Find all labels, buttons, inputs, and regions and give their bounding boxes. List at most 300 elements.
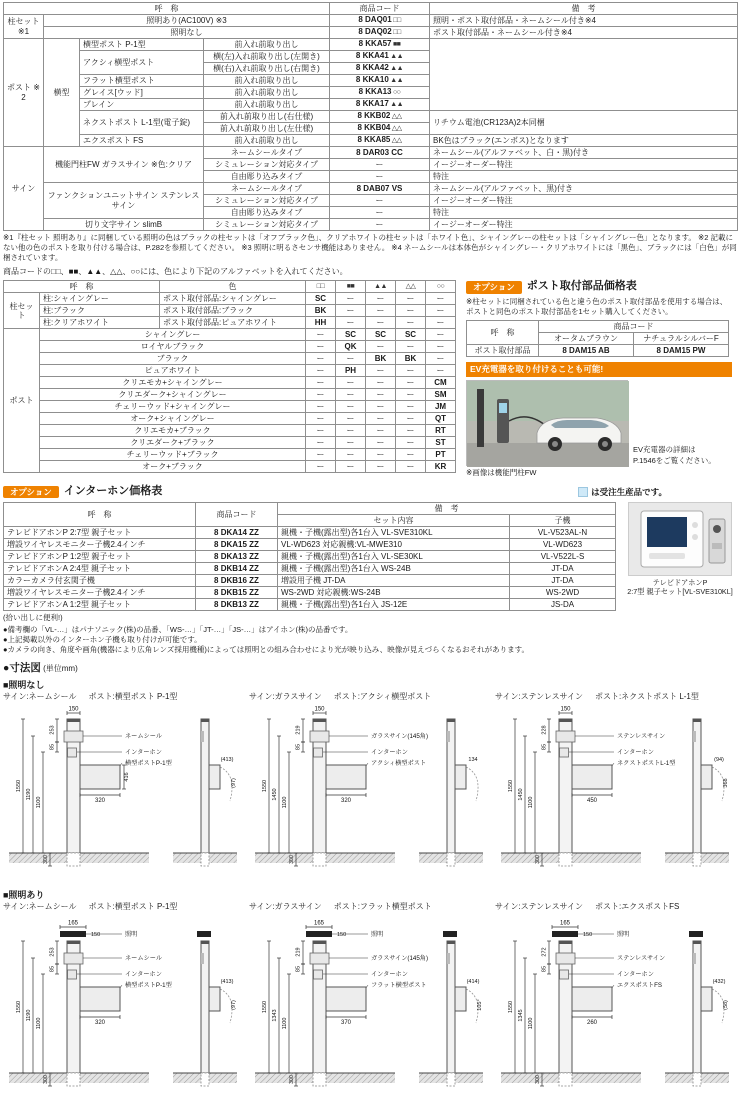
diagram-title [249, 902, 489, 912]
iph-name-cell: テレビドアホンA 1:2型 親子セット [4, 598, 196, 610]
color-code-value: QT [426, 413, 456, 425]
iph-name-cell: テレビドアホンP 1:2型 親子セット [4, 550, 196, 562]
product-type-cell: ネームシールタイプ [204, 183, 330, 195]
svg-text:1450: 1450 [518, 788, 524, 801]
iph-name-cell: 増設ワイヤレスモニター子機2.4インチ [4, 538, 196, 550]
product-type-cell: 自由彫り込みタイプ [204, 171, 330, 183]
color-name-cell: チェリーウッド+シャイングレー [40, 401, 306, 413]
color-code-value: ー [306, 401, 336, 413]
product-code-cell: 8 DKA15 ZZ [196, 538, 278, 550]
svg-text:ネクストポストL-1型: ネクストポストL-1型 [617, 759, 676, 767]
product-name-cell: 照明あり(AC100V) ※3 [44, 15, 330, 27]
color-name-cell: クリエモカ+シャイングレー [40, 377, 306, 389]
product-code-cell: 8 KKA13 ○○ [330, 87, 430, 99]
svg-text:85: 85 [49, 743, 56, 750]
color-header-symbol: □□ [306, 281, 336, 293]
color-code-value: QK [336, 341, 366, 353]
svg-text:ネームシール: ネームシール [125, 955, 163, 962]
mount-parts-title: ポスト取付部品価格表 [526, 280, 637, 293]
product-code-cell: 8 DAQ01 □□ [330, 15, 430, 27]
svg-text:1190: 1190 [26, 1009, 32, 1022]
iph-sub-cell: JT-DA [510, 574, 616, 586]
svg-text:(58): (58) [723, 1000, 729, 1010]
diagram-title [3, 692, 243, 702]
svg-text:1550: 1550 [508, 1000, 514, 1014]
product-name-cell: ネクストポスト L-1型(電子錠) [80, 111, 204, 135]
color-code-value: ー [306, 353, 336, 365]
iph-set-cell: 親機・子機(露出型)各1台入 WS-24B [278, 562, 510, 574]
color-header-color: 色 [160, 281, 306, 293]
svg-text:300: 300 [43, 1075, 49, 1084]
product-code-cell: 8 DAR03 CC [330, 147, 430, 159]
color-name-cell: ポスト取付部品:ピュアホワイト [160, 317, 306, 329]
svg-text:320: 320 [340, 797, 352, 804]
product-type-cell: 前入れ前取り出し(左仕様) [204, 123, 330, 135]
color-code-value: ー [396, 365, 426, 377]
color-name-cell: 柱:ブラック [40, 305, 160, 317]
dimensions-heading [3, 662, 737, 675]
product-type-cell: 前入れ前取り出し [204, 87, 330, 99]
diagram-title [495, 692, 735, 702]
group-label: 柱セット ※1 [4, 15, 44, 39]
gate-pillar-shape [477, 389, 484, 447]
iph-set-cell: 増設用子機 JT-DA [278, 574, 510, 586]
ev-caption-line2: P.1546をご覧ください。 [633, 455, 716, 465]
svg-text:フラット横型ポスト: フラット横型ポスト [371, 982, 427, 989]
svg-text:(97): (97) [231, 1000, 237, 1010]
svg-text:横型ポストP-1型: 横型ポストP-1型 [125, 759, 172, 767]
doorphone-photo [628, 502, 732, 576]
svg-text:エクスポストFS: エクスポストFS [617, 982, 662, 989]
color-name-cell: クリエダーク+ブラック [40, 437, 306, 449]
product-code-cell: 8 DAQ02 □□ [330, 27, 430, 39]
product-type-cell: 前入れ前取り出し [204, 135, 330, 147]
color-code-value: ー [396, 461, 426, 473]
color-code-value: ST [426, 437, 456, 449]
svg-text:インターホン: インターホン [125, 971, 162, 978]
color-code-value: ー [336, 425, 366, 437]
svg-text:253: 253 [49, 947, 56, 957]
svg-text:照明: 照明 [371, 931, 384, 938]
group-label: ポスト ※2 [4, 39, 44, 147]
product-type-cell: 自由彫り込みタイプ [204, 207, 330, 219]
product-code-cell: 8 KKA17 ▲▲ [330, 99, 430, 111]
svg-text:416: 416 [124, 772, 130, 782]
color-name-cell: 柱:クリアホワイト [40, 317, 160, 329]
color-code-value: ー [366, 449, 396, 461]
color-code-value: ー [396, 317, 426, 329]
iph-set-cell: 親機・子機(露出型)各1台入 VL-SVE310KL [278, 526, 510, 538]
ev-caption-line1: EV充電器の詳細は [633, 445, 696, 454]
group-label: 柱セット [4, 293, 40, 329]
diagram-row-with-light [3, 902, 737, 1106]
mount-color-2: ナチュラルシルバーF [634, 333, 729, 345]
svg-text:1100: 1100 [36, 796, 42, 809]
svg-text:(94): (94) [714, 756, 724, 763]
svg-text:1550: 1550 [262, 779, 268, 792]
ev-photo [466, 380, 628, 466]
color-code-value: SC [336, 329, 366, 341]
monitor-screen-shape [647, 517, 687, 547]
ev-image-note: ※画像は機能門柱FW [466, 468, 537, 477]
color-code-table [3, 280, 456, 473]
product-name-cell: ファンクションユニットサイン ステンレスサイン [44, 183, 204, 219]
mount-header-name: 呼 称 [467, 321, 539, 345]
product-code-cell: 8 KKA85 △△ [330, 135, 430, 147]
color-code-value: ー [366, 341, 396, 353]
interphone-title: インターホン価格表 [63, 485, 163, 498]
svg-text:134: 134 [468, 756, 478, 763]
product-type-cell: シミュレーション対応タイプ [204, 219, 330, 231]
svg-text:300: 300 [289, 1075, 295, 1084]
svg-text:150: 150 [68, 706, 79, 713]
doorphone-illustration [629, 503, 733, 577]
svg-text:150: 150 [560, 706, 571, 713]
color-name-cell: ブラック [40, 353, 306, 365]
iph-name-cell: 増設ワイヤレスモニター子機2.4インチ [4, 586, 196, 598]
svg-text:インターホン: インターホン [617, 748, 654, 756]
iph-sub-cell: VL-WD623 [510, 538, 616, 550]
ev-photo-illustration [467, 381, 629, 467]
product-code-cell: 8 DKB13 ZZ [196, 598, 278, 610]
svg-text:1190: 1190 [26, 788, 32, 801]
doorphone-caption-line1: テレビドアホンP [652, 577, 708, 587]
svg-text:(413): (413) [220, 756, 234, 763]
svg-text:1550: 1550 [262, 1000, 268, 1014]
color-code-value: PH [336, 365, 366, 377]
made-to-order-legend [578, 487, 667, 498]
product-type-cell: 前入れ前取り出し [204, 39, 330, 51]
product-type-cell: 横(左)入れ前取り出し(左開き) [204, 51, 330, 63]
svg-text:150: 150 [583, 932, 593, 938]
color-code-value: CM [426, 377, 456, 389]
group-label: ポスト [4, 329, 40, 473]
color-code-instruction: 商品コードの□□、■■、▲▲、△△、○○には、色により下記のアルファベットを入れてください。 [3, 267, 348, 277]
color-code-value: ー [336, 449, 366, 461]
dimension-diagram-cell [495, 692, 735, 886]
svg-text:インターホン: インターホン [371, 748, 408, 756]
svg-text:(97): (97) [231, 777, 237, 788]
svg-text:インターホン: インターホン [125, 748, 162, 756]
dimensions-title: ●寸法図 [3, 662, 41, 675]
dimension-diagram [3, 913, 243, 1103]
svg-text:300: 300 [535, 1075, 541, 1084]
remarks-cell: BK色はブラック(エンボス)となります [430, 135, 738, 147]
svg-text:219: 219 [295, 947, 302, 957]
diagram-post-title: ポスト:エクスポストFS [594, 902, 680, 911]
color-name-cell: チェリーウッド+ブラック [40, 449, 306, 461]
product-name-cell: エクスポスト FS [80, 135, 204, 147]
dimension-diagram-cell [249, 902, 489, 1106]
option-badge: オプション [466, 281, 522, 294]
product-code-cell: ー [330, 159, 430, 171]
option-badge-2: オプション [3, 486, 59, 499]
color-code-value: ー [396, 449, 426, 461]
product-code-cell: ー [330, 195, 430, 207]
product-code-cell: 8 DAM15 AB [539, 345, 634, 357]
dimensions-unit: (単位mm) [43, 664, 78, 674]
color-code-value: ー [336, 461, 366, 473]
product-code-cell: 8 DKA14 ZZ [196, 526, 278, 538]
mount-color-1: オータムブラウン [539, 333, 634, 345]
svg-text:450: 450 [586, 797, 598, 804]
svg-text:アクシィ横型ポスト: アクシィ横型ポスト [371, 759, 427, 767]
dimension-diagram [3, 703, 243, 883]
color-code-value: ー [306, 425, 336, 437]
product-code-cell: 8 KKB02 △△ [330, 111, 430, 123]
iph-sub-cell: JT-DA [510, 562, 616, 574]
dimension-diagram [495, 913, 735, 1103]
product-code-cell: 8 KKA41 ▲▲ [330, 51, 430, 63]
color-code-value: ー [396, 305, 426, 317]
color-code-value: KR [426, 461, 456, 473]
interphone-note-line: ●カメラの向き、角度や画角(機器により広角レンズ採用機種)によっては照明との組み合わせにより光が映り込み、映像が見えづらくなるおそれがあります。 [3, 645, 530, 655]
svg-text:320: 320 [94, 1020, 106, 1026]
svg-text:照明: 照明 [125, 931, 138, 938]
svg-text:ネームシール: ネームシール [125, 732, 163, 740]
color-code-value: ー [306, 413, 336, 425]
svg-text:150: 150 [91, 932, 101, 938]
svg-text:1550: 1550 [16, 1000, 22, 1014]
color-name-cell: ポスト取付部品:シャイングレー [160, 293, 306, 305]
svg-text:85: 85 [541, 743, 548, 750]
color-header-symbol: ▲▲ [366, 281, 396, 293]
iph-header-code: 商品コード [196, 502, 278, 526]
color-code-value: ー [306, 449, 336, 461]
color-code-value: ー [396, 377, 426, 389]
color-code-value: SC [306, 293, 336, 305]
dimension-diagram [249, 913, 489, 1103]
color-code-value: RT [426, 425, 456, 437]
color-code-value: ー [426, 293, 456, 305]
color-code-value: ー [426, 305, 456, 317]
svg-text:150: 150 [337, 932, 347, 938]
color-code-value: ー [426, 317, 456, 329]
diagram-post-title: ポスト:横型ポスト P-1型 [88, 902, 178, 911]
product-code-cell: 8 DKB14 ZZ [196, 562, 278, 574]
subgroup-label: 横型 [44, 39, 80, 147]
color-code-value: ー [366, 365, 396, 377]
iph-header-set: セット内容 [278, 514, 510, 526]
diagram-sign-title: サイン:ネームシール [3, 902, 77, 911]
svg-text:85: 85 [541, 965, 548, 973]
col-header-remarks: 備 考 [430, 3, 738, 15]
color-code-value: ー [366, 437, 396, 449]
svg-text:85: 85 [49, 965, 56, 973]
color-code-value: ー [336, 437, 366, 449]
remarks-cell: イージーオーダー特注 [430, 159, 738, 171]
color-code-value: ー [396, 413, 426, 425]
svg-text:165: 165 [313, 920, 325, 927]
color-header-symbol: △△ [396, 281, 426, 293]
color-code-value: ー [306, 341, 336, 353]
color-code-value: ー [366, 317, 396, 329]
svg-text:320: 320 [94, 797, 106, 804]
remarks-cell: ネームシール(アルファベット、白・黒)付き [430, 147, 738, 159]
color-code-value: ー [336, 389, 366, 401]
diagram-post-title: ポスト:フラット横型ポスト [333, 902, 432, 911]
dimension-diagram [249, 703, 489, 883]
made-to-order-text: は受注生産品です。 [591, 486, 667, 497]
iph-set-cell: 親機・子機(露出型)各1台入 JS-12E [278, 598, 510, 610]
color-code-value: BK [306, 305, 336, 317]
svg-text:85: 85 [295, 965, 302, 973]
main-product-table [3, 2, 738, 231]
interphone-note-line: ●上記掲載以外のインターホン子機も取り付けが可能です。 [3, 635, 202, 645]
svg-text:1100: 1100 [36, 1017, 42, 1030]
color-code-value: ー [336, 413, 366, 425]
color-code-value: SM [426, 389, 456, 401]
product-name-cell: 横型ポスト P-1型 [80, 39, 204, 51]
svg-text:1100: 1100 [528, 1017, 534, 1030]
svg-text:253: 253 [49, 725, 56, 735]
diagram-title [495, 902, 735, 912]
product-code-cell: 8 KKA42 ▲▲ [330, 63, 430, 75]
diagram-title [3, 902, 243, 912]
dimension-diagram-cell [249, 692, 489, 886]
iph-name-cell: テレビドアホンP 2:7型 親子セット [4, 526, 196, 538]
color-code-value: ー [336, 305, 366, 317]
svg-text:インターホン: インターホン [617, 971, 654, 978]
product-code-cell: 8 KKA57 ■■ [330, 39, 430, 51]
group-with-light: ■照明あり [3, 889, 45, 900]
interphone-notes [3, 625, 616, 655]
doorphone-caption [624, 578, 736, 597]
color-code-value: ー [396, 437, 426, 449]
color-code-value: ー [426, 365, 456, 377]
iph-header-name: 呼 称 [4, 502, 196, 526]
diagram-sign-title: サイン:ネームシール [3, 691, 77, 701]
product-type-cell: ネームシールタイプ [204, 147, 330, 159]
color-code-value: ー [396, 401, 426, 413]
ev-banner: EV充電器を取り付けることも可能! [466, 362, 732, 377]
color-code-value: ー [396, 389, 426, 401]
color-code-value: ー [396, 341, 426, 353]
color-code-value: ー [366, 293, 396, 305]
iph-sub-cell: VL-V523AL-N [510, 526, 616, 538]
product-type-cell: 前入れ前取り出し [204, 99, 330, 111]
svg-text:照明: 照明 [617, 931, 630, 938]
col-header-name: 呼 称 [4, 3, 330, 15]
color-code-value: ー [396, 425, 426, 437]
svg-text:1100: 1100 [282, 796, 288, 809]
product-name-cell: グレイス[ウッド] [80, 87, 204, 99]
product-name-cell: フラット横型ポスト [80, 75, 204, 87]
svg-text:165: 165 [67, 920, 79, 927]
product-code-cell: 8 DAB07 VS [330, 183, 430, 195]
product-code-cell: 8 DAM15 PW [634, 345, 729, 357]
remarks-cell: イージーオーダー特注 [430, 219, 738, 231]
diagram-post-title: ポスト:ネクストポスト L-1型 [594, 691, 699, 701]
color-code-value: ー [336, 293, 366, 305]
svg-text:ステンレスサイン: ステンレスサイン [617, 955, 666, 962]
svg-text:85: 85 [295, 743, 302, 750]
color-code-value: BK [366, 353, 396, 365]
svg-text:1550: 1550 [16, 779, 22, 792]
col-header-code: 商品コード [330, 3, 430, 15]
svg-text:1450: 1450 [272, 788, 278, 801]
color-code-value: ー [366, 305, 396, 317]
product-type-cell: 前入れ前取り出し(右仕様) [204, 111, 330, 123]
ev-caption [633, 445, 716, 466]
doorphone-caption-line2: 2:7型 親子セット[VL-SVE310KL] [627, 587, 733, 597]
mount-header-code: 商品コード [539, 321, 729, 333]
product-code-cell: 8 DKB16 ZZ [196, 574, 278, 586]
iph-sub-cell: VL-V522L-S [510, 550, 616, 562]
color-code-value: HH [306, 317, 336, 329]
svg-text:150: 150 [314, 706, 325, 713]
group-label: サイン [4, 147, 44, 231]
diagram-sign-title: サイン:ステンレスサイン [495, 902, 583, 911]
iph-sub-cell: JS-DA [510, 598, 616, 610]
product-name-cell: 切り文字サイン slimB [44, 219, 204, 231]
svg-text:横型ポストP-1型: 横型ポストP-1型 [125, 982, 172, 989]
svg-text:228: 228 [541, 725, 548, 735]
color-code-value: ー [366, 389, 396, 401]
interphone-note-line: ●備考欄の「VL-…」はパナソニック(株)の品番、「WS-…」「JT-…」「JS-…」はアイホン(株)の品番です。 [3, 625, 353, 634]
color-code-value: ー [426, 329, 456, 341]
svg-text:1343: 1343 [272, 1009, 278, 1022]
iph-name-cell: カラーカメラ付玄関子機 [4, 574, 196, 586]
product-type-cell: シミュレーション対応タイプ [204, 195, 330, 207]
color-header-symbol: ○○ [426, 281, 456, 293]
diagram-post-title: ポスト:横型ポスト P-1型 [88, 691, 178, 701]
remarks-cell: 特注 [430, 171, 738, 183]
color-code-value: ー [366, 425, 396, 437]
mount-row-label: ポスト取付部品 [467, 345, 539, 357]
remarks-cell: ポスト取付部品・ネームシール付き※4 [430, 27, 738, 39]
color-code-value: SC [366, 329, 396, 341]
color-header-symbol: ■■ [336, 281, 366, 293]
interphone-header [3, 485, 737, 499]
product-name-cell: 機能門柱FW ガラスサイン ※色:クリア [44, 147, 204, 183]
svg-text:300: 300 [289, 854, 295, 864]
svg-text:300: 300 [43, 854, 49, 864]
color-header-name: 呼 称 [4, 281, 160, 293]
color-code-value: ー [306, 329, 336, 341]
svg-text:260: 260 [586, 1020, 598, 1026]
remarks-cell: イージーオーダー特注 [430, 195, 738, 207]
svg-text:368: 368 [723, 778, 729, 788]
color-name-cell: ロイヤルブラック [40, 341, 306, 353]
remarks-cell: リチウム電池(CR123A)2本同梱 [430, 111, 738, 135]
dimension-diagram-cell [495, 902, 735, 1106]
product-code-cell: ー [330, 219, 430, 231]
diagram-row-no-light [3, 692, 737, 886]
mount-parts-section [466, 280, 732, 478]
svg-text:ステンレスサイン: ステンレスサイン [617, 732, 666, 740]
diagram-sign-title: サイン:ガラスサイン [249, 902, 322, 911]
color-code-value: ー [366, 413, 396, 425]
doorphone-photo-col [624, 502, 736, 597]
svg-text:(414): (414) [466, 979, 480, 985]
color-name-cell: クリエダーク+シャイングレー [40, 389, 306, 401]
color-name-cell: オーク+ブラック [40, 461, 306, 473]
mount-parts-table [466, 320, 729, 357]
dimension-diagram-cell [3, 692, 243, 886]
product-type-cell: 前入れ前取り出し [204, 75, 330, 87]
svg-text:105°: 105° [477, 999, 483, 1011]
product-code-cell: 8 DKB15 ZZ [196, 586, 278, 598]
product-name-cell: 照明なし [44, 27, 330, 39]
iph-name-cell: テレビドアホンA 2:4型 親子セット [4, 562, 196, 574]
svg-text:(432): (432) [712, 979, 726, 985]
color-code-value: ー [336, 317, 366, 329]
svg-text:165: 165 [559, 920, 571, 927]
main-table-footnotes: ※1『柱セット 照明あり』に同梱している照明の色はブラックの柱セットは「オフブラック色」、クリアホワイトの柱セットは「ホワイト色」、シャイングレーの柱セットは「シャイングレー色」となります。 ※2 記載にない他の色のポストを取り付ける場合は、P.282を参照してください。 ※3 照明に明るさセンサ機能はありません。 ※4 ネームシールは本体色がシャイングレー・クリアホワイトには「黒色」、ブラックには「白色」が同梱されています。 [3, 233, 737, 263]
color-code-value: ー [306, 389, 336, 401]
svg-text:219: 219 [295, 725, 302, 735]
